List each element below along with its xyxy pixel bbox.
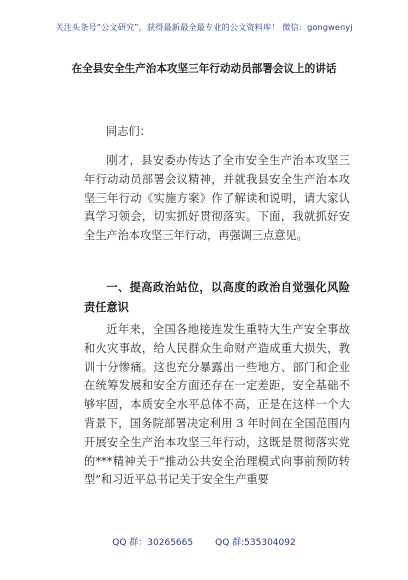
footer-qq-group-1: QQ 群：30265665 (112, 538, 194, 548)
document-title: 在全县安全生产治本攻坚三年行动动员部署会议上的讲话 (71, 63, 337, 75)
paragraph-1-text: 刚才，县安委办传达了全市安全生产治本攻坚三年行动动员部署会议精神，并就我县安全生产治本攻坚三年行动《实施方案》作了解读和说明，请大家认真学习领会，切实抓好贯彻落实。下面，我就抓好安全生产治本攻坚三年行动，再强调三点意见。 (84, 154, 350, 243)
header-banner: 关注头条号“公文研究”，获得最新最全最专业的公文资料库！ 微信：gongwenyj (55, 22, 353, 32)
paragraph-2-text: 近年来，全国各地接连发生重特大生产安全事故和火灾事故，给人民群众生命财产造成重大损失，教训十分惨痛。这也充分暴露出一些地方、部门和企业在统筹发展和安全方面还存在一定差距，安全基础不够牢固，本质安全水平总体不高，正是在这样一个大背景下，国务院部署决定利用 3 年时间在全国范围内开展安全生产治本攻坚三年行动，这既是贯彻落实党的***精神关于“推动公共安全治理模式向事前预防转型”和习近平总书记关于安全生产重要 (84, 323, 350, 487)
section-heading-1-text: 一、提高政治站位，以高度的政治自觉强化风险责任意识 (84, 280, 350, 314)
footer-qq-group-2: QQ 群:535304092 (215, 538, 296, 548)
footer (0, 535, 408, 548)
paragraph-2 (84, 321, 350, 490)
section-heading-1 (84, 277, 350, 317)
salutation: 同志们： (106, 125, 151, 138)
paragraph-1 (84, 152, 350, 246)
